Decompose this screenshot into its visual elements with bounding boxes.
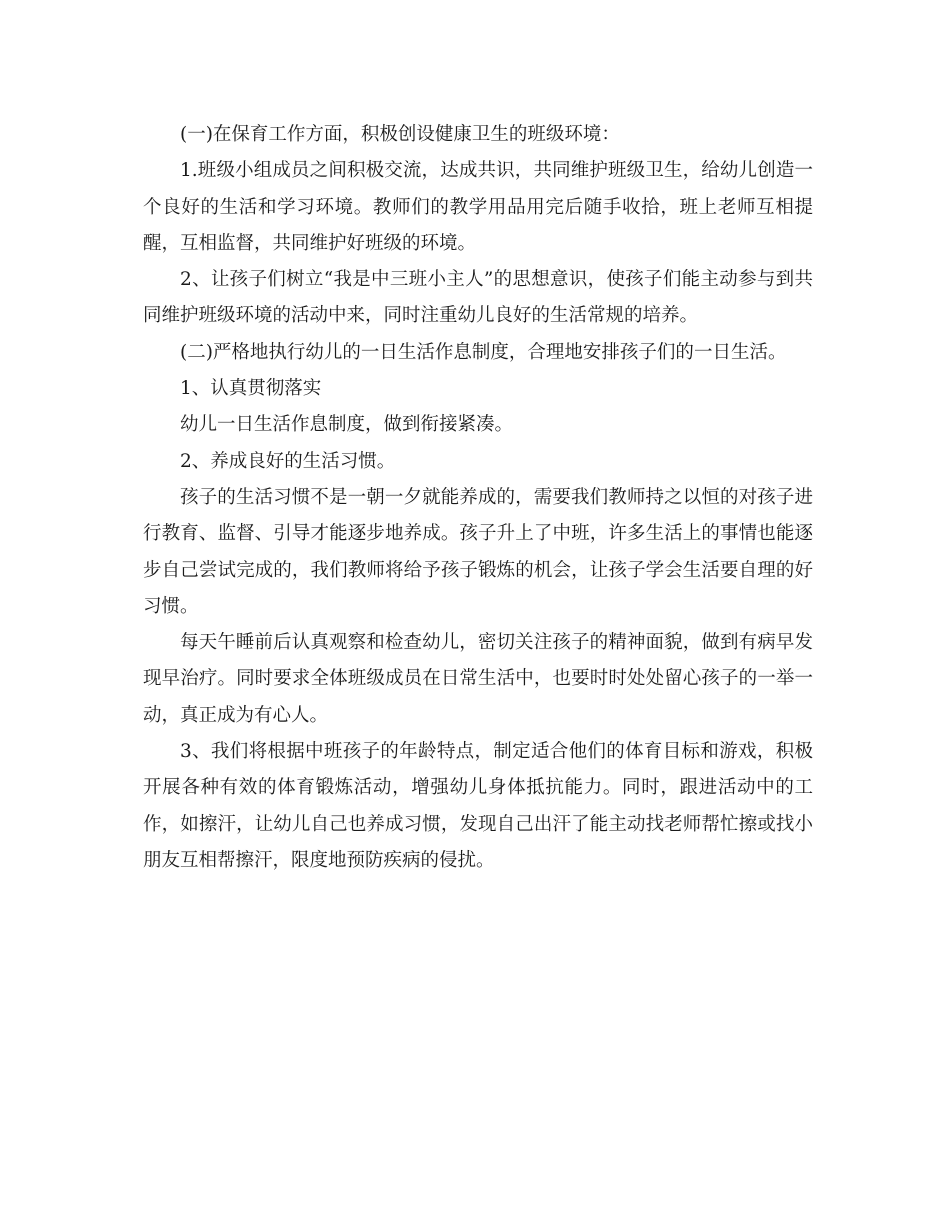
paragraph-subitem-1-body: 幼儿一日生活作息制度，做到衔接紧凑。 — [180, 414, 514, 436]
paragraph-item-2: 2、让孩子们树立“我是中三班小主人”的思想意识，使孩子们能主动参与到共同维护班级环境的活动中来，同时注重幼儿良好的生活常规的培养。 — [143, 269, 813, 327]
paragraph-subitem-3: 3、我们将根据中班孩子的年龄特点，制定适合他们的体育目标和游戏，积极开展各种有效的体育锻炼活动，增强幼儿身体抵抗能力。同时，跟进活动中的工作，如擦汗，让幼儿自己也养成习惯，发现自己出汗了能主动找老师帮忙擦或找小朋友互相帮擦汗，限度地预防疾病的侵扰。 — [143, 741, 813, 871]
paragraph-section-2-heading: (二)严格地执行幼儿的一日生活作息制度，合理地安排孩子们的一日生活。 — [180, 341, 787, 363]
document-body — [143, 117, 813, 879]
paragraph-subitem-1: 1、认真贯彻落实 — [180, 378, 322, 400]
paragraph-habits: 孩子的生活习惯不是一朝一夕就能养成的，需要我们教师持之以恒的对孩子进行教育、监督、引导才能逐步地养成。孩子升上了中班，许多生活上的事情也能逐步自己尝试完成的，我们教师将给予孩子锻炼的机会，让孩子学会生活要自理的好习惯。 — [143, 486, 813, 617]
paragraph-item-1: 1.班级小组成员之间积极交流，达成共识，共同维护班级卫生，给幼儿创造一个良好的生活和学习环境。教师们的教学用品用完后随手收拾，班上老师互相提醒，互相监督，共同维护好班级的环境。 — [143, 160, 813, 254]
paragraph-nap-check: 每天午睡前后认真观察和检查幼儿，密切关注孩子的精神面貌，做到有病早发现早治疗。同时要求全体班级成员在日常生活中，也要时时处处留心孩子的一举一动，真正成为有心人。 — [143, 632, 813, 726]
paragraph-section-1-heading: (一)在保育工作方面，积极创设健康卫生的班级环境： — [180, 124, 620, 145]
paragraph-subitem-2: 2、养成良好的生活习惯。 — [180, 450, 396, 472]
